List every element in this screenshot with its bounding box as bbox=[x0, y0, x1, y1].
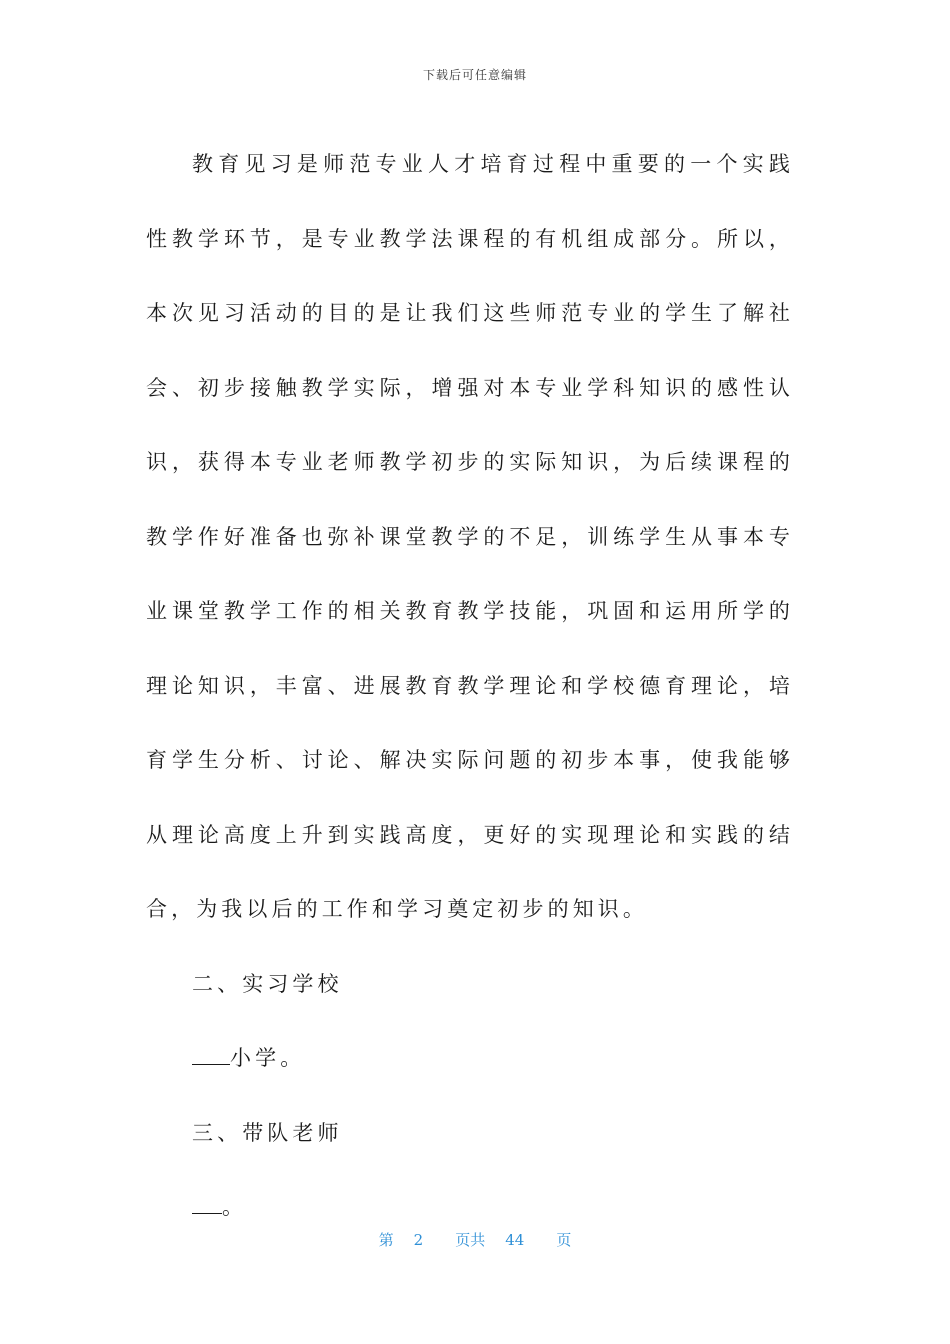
section-heading-teacher: 三、带队老师 bbox=[192, 1120, 343, 1145]
footer-page-suffix: 页 bbox=[556, 1231, 572, 1249]
page-footer bbox=[0, 1229, 950, 1250]
fill-in-blank bbox=[192, 1046, 230, 1065]
fill-in-blank bbox=[192, 1195, 222, 1214]
footer-page-number: 2 bbox=[413, 1231, 424, 1249]
footer-page-middle: 页共 bbox=[455, 1231, 486, 1249]
footer-total-pages: 44 bbox=[505, 1231, 525, 1249]
page-header-note: 下载后可任意编辑 bbox=[422, 68, 527, 82]
section-value-school bbox=[146, 1021, 794, 1096]
teacher-value-text: 。 bbox=[222, 1195, 248, 1219]
section-heading-school: 二、实习学校 bbox=[192, 971, 343, 996]
document-body bbox=[146, 127, 794, 1245]
footer-page-prefix: 第 bbox=[378, 1231, 394, 1249]
body-paragraph: 教育见习是师范专业人才培育过程中重要的一个实践性教学环节，是专业教学法课程的有机组成部分。所以，本次见习活动的目的是让我们这些师范专业的学生了解社会、初步接触教学实际，增强对本专业学科知识的感性认识，获得本专业老师教学初步的实际知识，为后续课程的教学作好准备也弥补课堂教学的不足，训练学生从事本专业课堂教学工作的相关教育教学技能，巩固和运用所学的理论知识，丰富、进展教育教学理论和学校德育理论，培育学生分析、讨论、解决实际问题的初步本事，使我能够从理论高度上升到实践高度，更好的实现理论和实践的结合，为我以后的工作和学习奠定初步的知识。 bbox=[146, 152, 794, 921]
school-value-text: 小学。 bbox=[230, 1046, 306, 1070]
